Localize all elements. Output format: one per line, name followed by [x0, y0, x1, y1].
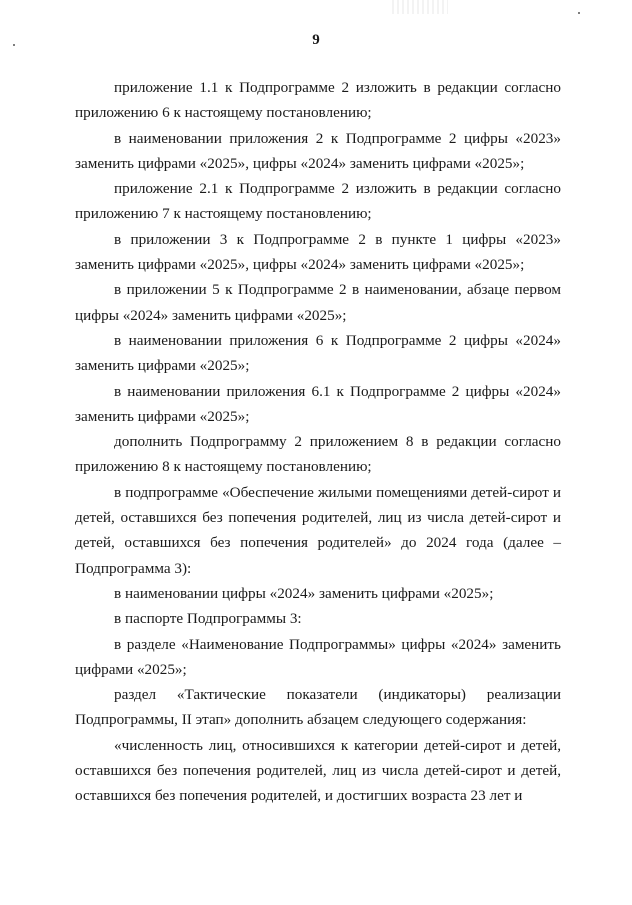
paragraph: в паспорте Подпрограммы 3:: [114, 610, 302, 628]
paragraph: приложение 2.1 к Подпрограмме 2 изложить в редакции согласно приложению 7 к настоящему постановлению;: [75, 180, 561, 223]
page-number: 9: [312, 32, 320, 48]
paragraph: в приложении 3 к Подпрограмме 2 в пункте 1 цифры «2023» заменить цифрами «2025», цифры «2024» заменить цифрами «2025»;: [75, 230, 561, 274]
scan-artifact: [392, 0, 448, 14]
paragraph: «численность лиц, относившихся к категории детей-сирот и детей, оставшихся без попечения родителей, лиц из числа детей-сирот и детей, оставшихся без попечения родителей, и достигших возраста 23 лет и: [75, 736, 561, 805]
paragraph: в приложении 5 к Подпрограмме 2 в наименовании, абзаце первом цифры «2024» заменить цифрами «2025»;: [75, 281, 561, 324]
paragraph: дополнить Подпрограмму 2 приложением 8 в редакции согласно приложению 8 к настоящему постановлению;: [75, 433, 561, 476]
paragraph: в разделе «Наименование Подпрограммы» цифры «2024» заменить цифрами «2025»;: [75, 635, 561, 678]
paragraph: в наименовании приложения 6.1 к Подпрограмме 2 цифры «2024» заменить цифрами «2025»;: [75, 382, 561, 425]
paragraph: приложение 1.1 к Подпрограмме 2 изложить в редакции согласно приложению 6 к настоящему постановлению;: [75, 79, 561, 122]
paragraph: в подпрограмме «Обеспечение жилыми помещениями детей-сирот и детей, оставшихся без попечения родителей, лиц из числа детей-сирот и детей, оставшихся без попечения родителей» до 2024 года (далее – Подпрограмма 3):: [75, 483, 561, 577]
paragraph: в наименовании приложения 2 к Подпрограмме 2 цифры «2023» заменить цифрами «2025», цифры «2024» заменить цифрами «2025»;: [75, 129, 561, 172]
document-body: [75, 75, 561, 809]
paragraph: в наименовании приложения 6 к Подпрограмме 2 цифры «2024» заменить цифрами «2025»;: [75, 331, 561, 375]
paragraph: раздел «Тактические показатели (индикаторы) реализации Подпрограммы, II этап» дополнить абзацем следующего содержания:: [75, 686, 561, 729]
paragraph: в наименовании цифры «2024» заменить цифрами «2025»;: [114, 584, 494, 602]
scan-speck: [578, 12, 580, 14]
